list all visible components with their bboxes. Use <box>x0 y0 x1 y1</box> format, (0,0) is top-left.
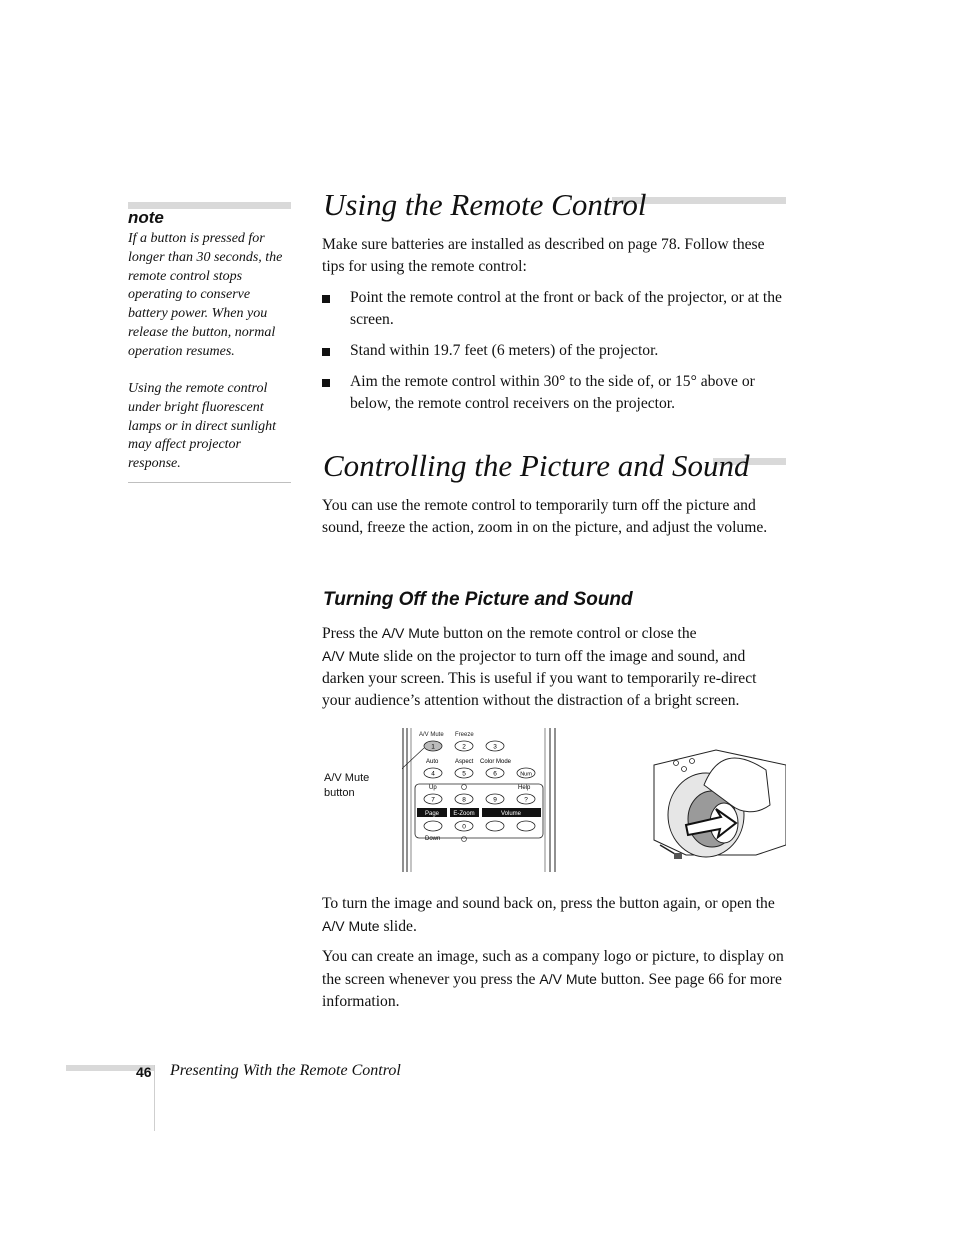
note-paragraph: Using the remote control under bright fluorescent lamps or in direct sunlight may affect projector response. <box>128 381 277 472</box>
intro-paragraph: Make sure batteries are installed as described on page 78. Follow these tips for using the remote control: <box>322 236 765 275</box>
intro-paragraph: You can use the remote control to temporarily turn off the picture and sound, freeze the action, zoom in on the picture, and adjust the volume. <box>322 497 768 536</box>
footer-divider <box>154 1065 155 1131</box>
bullet-square-icon <box>322 379 330 387</box>
key-label: ? <box>524 796 528 804</box>
bullet-square-icon <box>322 295 330 303</box>
remote-label: Aspect <box>455 759 474 765</box>
list-item-text: Point the remote control at the front or back of the projector, or at the screen. <box>350 289 782 328</box>
key-label: 3 <box>493 743 497 751</box>
list-item-text: Stand within 19.7 feet (6 meters) of the projector. <box>350 342 659 359</box>
remote-label: Help <box>518 785 531 791</box>
remote-label: Up <box>429 785 437 791</box>
page-number: 46 <box>136 1064 152 1080</box>
button-name: A/V Mute <box>322 918 380 934</box>
key-label: 9 <box>493 796 497 804</box>
key-label: 6 <box>493 770 497 778</box>
note-title: note <box>128 208 164 227</box>
key-label: 7 <box>431 796 435 804</box>
key-label: 5 <box>462 770 466 778</box>
button-name: A/V Mute <box>381 625 440 641</box>
body-paragraph: Press the A/V Mute button on the remote control or close the A/V Mute slide on the projector to turn off the image and sound, and darken your screen. This is useful if you want to temporarily re-direct your audience’s attention without the distraction of a bright screen. <box>322 625 757 709</box>
section-heading: Controlling the Picture and Sound <box>323 448 750 483</box>
key-label: 8 <box>462 796 466 804</box>
remote-label: A/V Mute <box>419 732 444 738</box>
remote-control-illustration <box>402 728 558 872</box>
bullet-square-icon <box>322 348 330 356</box>
remote-label: E-Zoom <box>453 811 475 817</box>
note-paragraph: If a button is pressed for longer than 30 seconds, the remote control stops operating to conserve battery power. When you release the button, normal operation resumes. <box>128 231 283 359</box>
remote-label: Page <box>424 811 440 817</box>
body-paragraph: To turn the image and sound back on, press the button again, or open the A/V Mute slide. <box>322 895 775 935</box>
remote-label: Freeze <box>455 732 474 738</box>
key-label: 4 <box>431 770 435 778</box>
footer-section-title: Presenting With the Remote Control <box>170 1062 401 1079</box>
key-label: 2 <box>462 743 466 751</box>
figure-callout: A/V Mute button <box>324 772 370 799</box>
subsection-heading: Turning Off the Picture and Sound <box>323 589 633 610</box>
remote-label: Down <box>425 836 441 842</box>
key-label: 0 <box>462 823 466 831</box>
body-paragraph: You can create an image, such as a company logo or picture, to display on the screen whenever you press the A/V Mute button. See page 66 for more information. <box>322 948 784 1010</box>
button-name: A/V Mute <box>322 648 380 664</box>
button-name: A/V Mute <box>539 971 597 987</box>
remote-label: Auto <box>426 759 439 765</box>
list-item-text: Aim the remote control within 30° to the side of, or 15° above or below, the remote control receivers on the projector. <box>350 373 755 412</box>
remote-label: Volume <box>500 811 522 817</box>
key-label: 1 <box>431 743 435 751</box>
note-divider <box>128 482 291 483</box>
key-label: Num <box>520 771 532 778</box>
projector-illustration <box>646 745 786 865</box>
remote-label: Color Mode <box>480 759 512 765</box>
section-heading: Using the Remote Control <box>323 187 647 222</box>
